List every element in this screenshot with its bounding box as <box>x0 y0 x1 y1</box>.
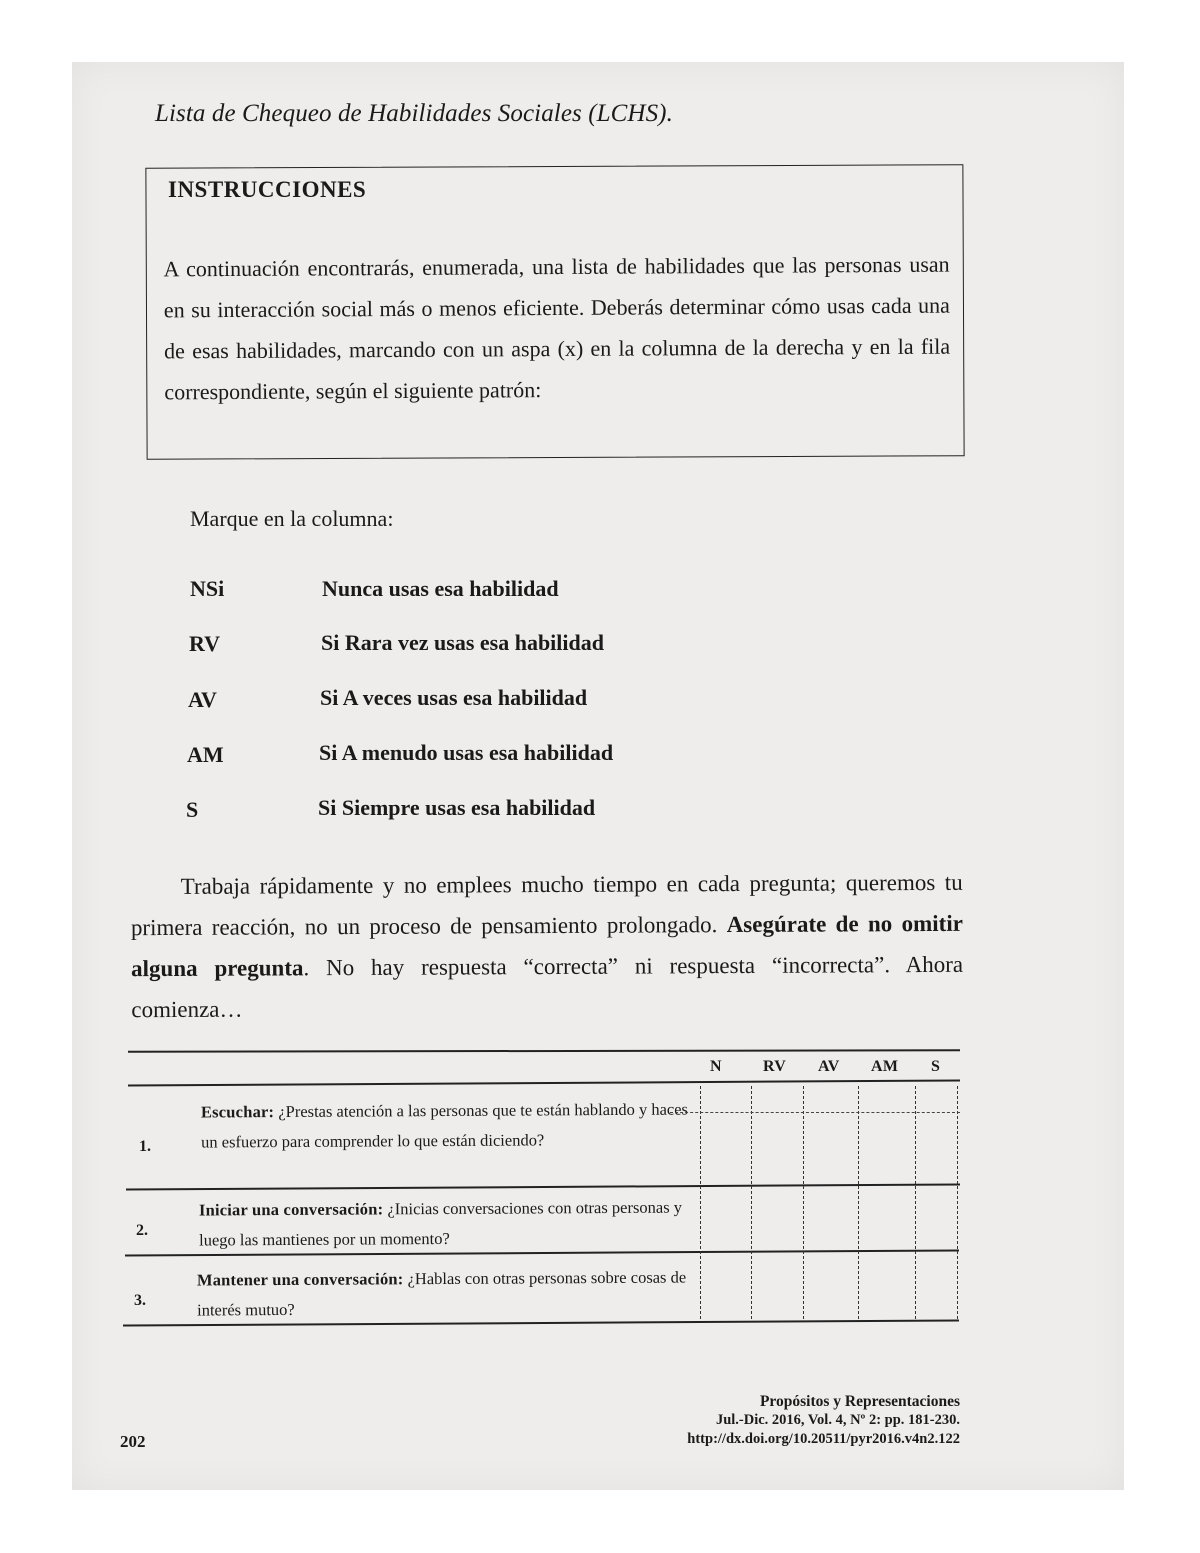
row-number: 3. <box>134 1292 146 1309</box>
answer-grid-line <box>915 1086 916 1319</box>
answer-grid-line <box>751 1086 752 1319</box>
legend-description: Si A veces usas esa habilidad <box>320 685 588 710</box>
legend-code: NSi <box>190 576 225 601</box>
table-row-question <box>199 1193 689 1256</box>
skill-question: ¿Prestas atención a las personas que te están hablando y haces un esfuerzo para comprender lo que están diciendo? <box>201 1099 688 1152</box>
page-footer <box>687 1392 960 1449</box>
column-header-av: AV <box>818 1058 840 1075</box>
document-title: Lista de Chequeo de Habilidades Sociales (LCHS). <box>155 100 673 127</box>
answer-grid-line <box>803 1086 804 1319</box>
mark-prompt: Marque en la columna: <box>190 506 394 531</box>
skill-name: Mantener una conversación: <box>196 1269 404 1290</box>
column-header-s: S <box>931 1058 941 1075</box>
table-row-question <box>197 1263 687 1326</box>
legend-code: S <box>186 797 199 822</box>
skill-name: Iniciar una conversación: <box>198 1199 384 1220</box>
answer-grid-line <box>700 1086 701 1319</box>
instructions-paragraph <box>131 862 964 1030</box>
row-number: 1. <box>139 1138 151 1155</box>
column-header-rv: RV <box>763 1058 787 1075</box>
journal-name: Propósitos y Representaciones <box>759 1393 960 1410</box>
paragraph-text: . No hay respuesta “correcta” ni respuesta “incorrecta”. Ahora comienza… <box>131 951 964 1023</box>
instructions-body: A continuación encontrarás, enumerada, una lista de habilidades que las personas usan en su interacción social más o menos eficiente. Deberás determinar cómo usas cada una de esas habilidades, marcando con un aspa (x) en la columna de la derecha y en la fila correspondiente, según el siguiente patrón: <box>163 251 951 405</box>
legend-code: RV <box>189 631 221 656</box>
journal-issue: Jul.-Dic. 2016, Vol. 4, Nº 2: pp. 181-230. <box>715 1412 960 1428</box>
journal-doi: http://dx.doi.org/10.20511/pyr2016.v4n2.122 <box>687 1431 960 1447</box>
legend-code: AM <box>187 742 224 767</box>
row-number: 2. <box>136 1222 148 1239</box>
answer-grid-line <box>670 1112 960 1113</box>
legend-code: AV <box>188 687 217 712</box>
answer-grid-line <box>957 1086 958 1319</box>
column-header-am: AM <box>871 1058 899 1075</box>
skill-question: ¿Hablas con otras personas sobre cosas de interés mutuo? <box>197 1267 687 1320</box>
legend-description: Si Siempre usas esa habilidad <box>318 795 596 820</box>
column-header-n: N <box>710 1058 722 1075</box>
answer-grid-line <box>858 1086 859 1319</box>
page-number: 202 <box>120 1432 146 1451</box>
skill-name: Escuchar: <box>200 1102 275 1122</box>
instructions-heading: INSTRUCCIONES <box>168 177 367 202</box>
legend-description: Si A menudo usas esa habilidad <box>319 740 614 765</box>
legend-description: Si Rara vez usas esa habilidad <box>321 630 604 655</box>
table-row-question <box>201 1095 691 1158</box>
paragraph-bold-text: Asegúrate de no omitir alguna pregunta <box>131 910 963 982</box>
paragraph-text: Trabaja rápidamente y no emplees mucho tiempo en cada pregunta; queremos tu primera reacción, no un proceso de pensamiento prolongado. <box>130 869 963 941</box>
skill-question: ¿Inicias conversaciones con otras personas y luego las mantienes por un momento? <box>199 1197 683 1250</box>
legend-description: Nunca usas esa habilidad <box>322 576 559 601</box>
